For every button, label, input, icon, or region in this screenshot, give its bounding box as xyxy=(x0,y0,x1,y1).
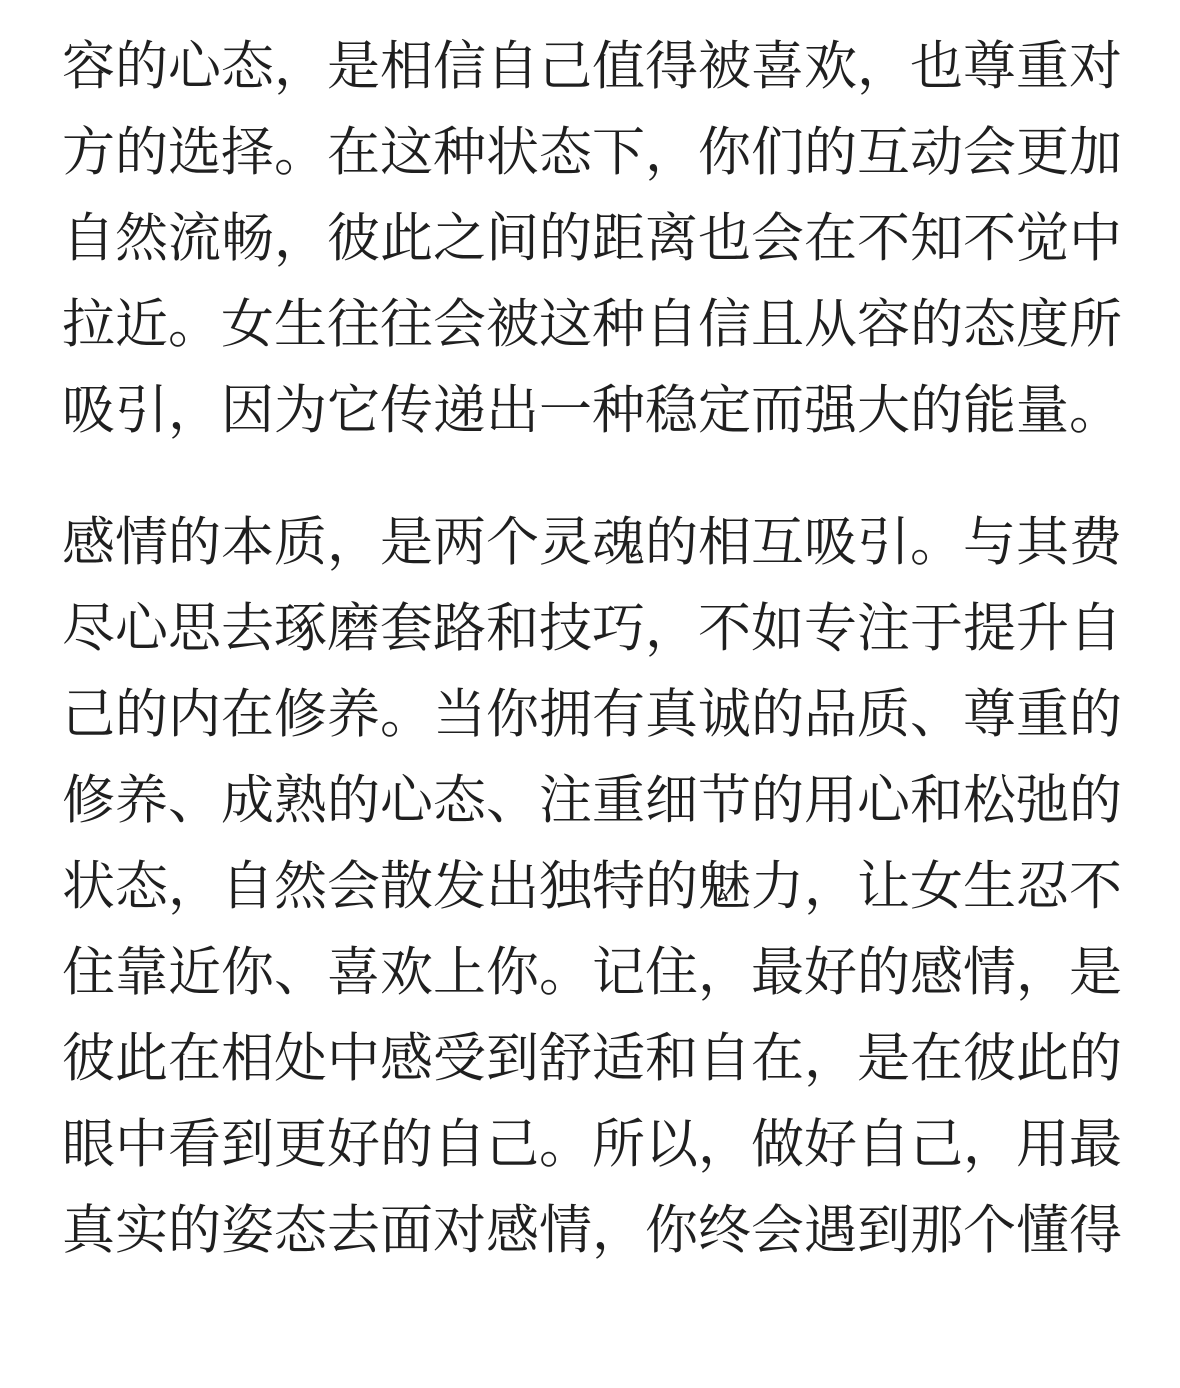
text-line: 住靠近你、喜欢上你。记住，最好的感情，是 xyxy=(62,942,1122,1003)
text-line: 自然流畅，彼此之间的距离也会在不知不觉中 xyxy=(62,208,1122,269)
text-line: 吸引，因为它传递出一种稳定而强大的能量。 xyxy=(62,380,1122,441)
text-line: 己的内在修养。当你拥有真诚的品质、尊重的 xyxy=(62,684,1122,745)
paragraph-1 xyxy=(62,24,1122,454)
text-line: 修养、成熟的心态、注重细节的用心和松弛的 xyxy=(62,770,1122,831)
article-body xyxy=(62,24,1122,1274)
text-line: 感情的本质，是两个灵魂的相互吸引。与其费 xyxy=(62,512,1122,573)
text-line: 拉近。女生往往会被这种自信且从容的态度所 xyxy=(62,294,1122,355)
text-line: 方的选择。在这种状态下，你们的互动会更加 xyxy=(62,122,1122,183)
text-line: 真实的姿态去面对感情，你终会遇到那个懂得 xyxy=(62,1200,1122,1261)
text-line: 彼此在相处中感受到舒适和自在，是在彼此的 xyxy=(62,1028,1122,1089)
text-line: 容的心态，是相信自己值得被喜欢，也尊重对 xyxy=(62,36,1122,97)
paragraph-spacer xyxy=(62,454,1122,500)
paragraph-2 xyxy=(62,500,1122,1274)
text-line: 尽心思去琢磨套路和技巧，不如专注于提升自 xyxy=(62,598,1122,659)
text-line: 眼中看到更好的自己。所以，做好自己，用最 xyxy=(62,1114,1122,1175)
text-line: 状态，自然会散发出独特的魅力，让女生忍不 xyxy=(62,856,1122,917)
